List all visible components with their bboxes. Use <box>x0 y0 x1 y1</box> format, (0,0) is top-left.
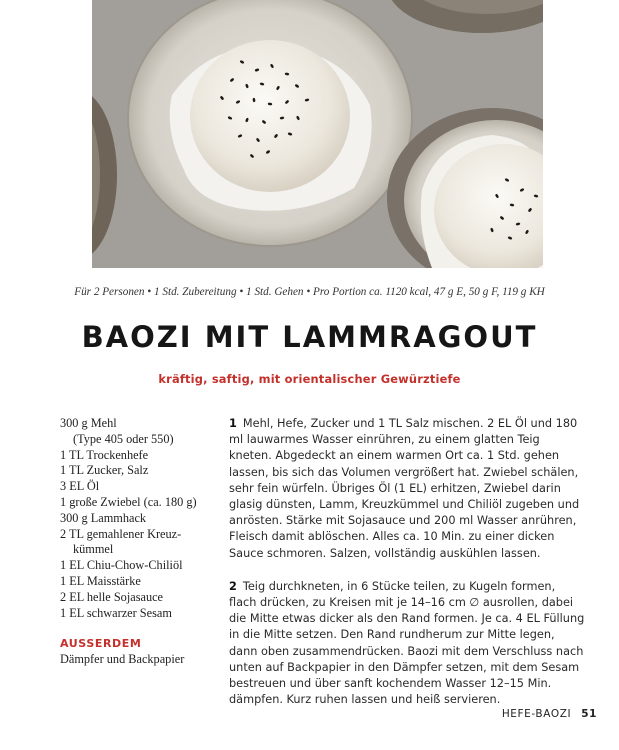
ingredient-item: 1 EL Chiu-Chow-Chiliöl <box>60 558 183 573</box>
instruction-steps <box>229 416 585 725</box>
instruction-step <box>229 579 585 709</box>
ingredient-item: 2 TL gemahlener Kreuz- <box>60 526 182 541</box>
ingredient-item: 1 TL Trockenhefe <box>60 447 149 462</box>
recipe-subtitle: kräftig, saftig, mit orientalischer Gewürztiefe <box>158 372 461 386</box>
ingredient-item: 2 EL helle Sojasauce <box>60 589 164 604</box>
section-name: HEFE-BAOZI <box>501 708 572 720</box>
page-number: 51 <box>581 708 597 720</box>
ingredient-item: 1 EL schwarzer Sesam <box>60 605 172 620</box>
page-footer <box>502 708 597 720</box>
ingredient-item: 1 TL Zucker, Salz <box>60 463 149 478</box>
recipe-meta-line: Für 2 Personen • 1 Std. Zubereitung • 1 Std. Gehen • Pro Portion ca. 1120 kcal, 47 g E, 50 g F, 119 g KH <box>74 286 545 298</box>
step-number: 2 <box>229 579 237 593</box>
ingredient-item: 300 g Lammhack <box>60 510 147 525</box>
ingredient-item: 3 EL Öl <box>60 479 100 494</box>
extras-heading: AUSSERDEM <box>60 637 142 651</box>
step-number: 1 <box>229 417 237 430</box>
ingredient-item: 1 große Zwiebel (ca. 180 g) <box>60 494 197 509</box>
step-text: Mehl, Hefe, Zucker und 1 TL Salz mischen. 2 EL Öl und 180 ml lauwarmes Wasser einrühren, zu einem glatten Teig kneten. Abgedeckt an einem warmen Ort ca. 1 Std. gehen lassen, bis sich das Volumen vergrößert hat. Zwiebel schälen, sehr fein würfeln. Übriges Öl (1 EL) erhitzen, Zwiebel darin glasig dünsten, Lamm, Kreuzkümmel und Chiliöl zugeben und anrösten. Stärke mit Sojasauce und 200 ml Wasser anrühren, Fleisch damit ablöschen. Alles ca. 10 Min. zu einer dicken Sauce schmoren. Salzen, vollständig auskühlen lassen. <box>229 417 580 560</box>
ingredient-list <box>60 416 212 668</box>
ingredient-item: (Type 405 oder 550) <box>73 431 174 446</box>
instruction-step <box>229 416 585 562</box>
ingredient-item: 1 EL Maisstärke <box>60 573 141 588</box>
ingredient-item: kümmel <box>73 542 114 557</box>
recipe-title: BAOZI MIT LAMMRAGOUT <box>81 320 538 354</box>
step-text: Teig durchkneten, in 6 Stücke teilen, zu Kugeln formen, flach drücken, zu Kreisen mit je 14–16 cm ∅ ausrollen, dabei die Mitte etwas dicker als den Rand formen. Je ca. 4 EL Füllung in die Mitte setzen. Den Rand rundherum zur Mitte legen, dann oben zusammendrücken. Baozi mit dem Verschluss nach unten auf Backpapier in den Dämpfer setzen, mit dem Sesam bestreuen und über sanft kochendem Wasser 12–15 Min. dämpfen. Kurz ruhen lassen und heiß servieren. <box>229 579 585 707</box>
ingredient-item: 300 g Mehl <box>60 416 117 430</box>
extras-text: Dämpfer und Backpapier <box>60 652 185 667</box>
baozi-photo <box>92 0 543 268</box>
